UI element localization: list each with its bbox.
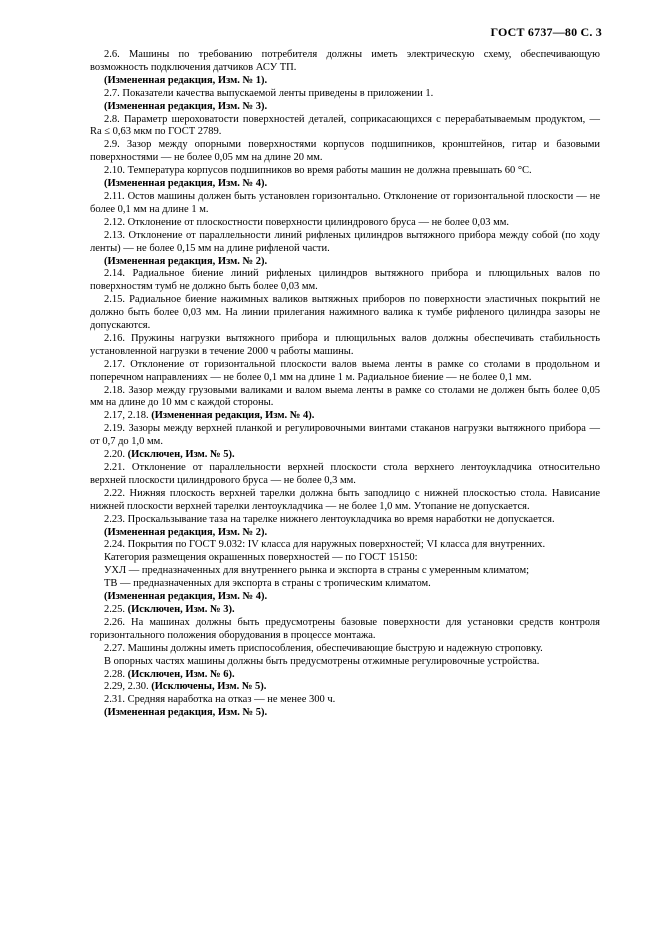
paragraph: 2.19. Зазоры между верхней планкой и регулировочными винтами стаканов нагрузки вытяжного прибора — от 0,7 до 1,0 мм. xyxy=(90,423,600,448)
paragraph: 2.8. Параметр шероховатости поверхностей деталей, соприкасающихся с перерабатываемым продуктом, — Ra ≤ 0,63 мкм по ГОСТ 2789. xyxy=(90,113,600,138)
paragraph: 2.13. Отклонение от параллельности линий рифленых цилиндров вытяжного прибора между собой (по ходу ленты) — не более 0,15 мм на длине рифленой части. xyxy=(90,229,600,254)
amendment-note: (Измененная редакция, Изм. № 1). xyxy=(104,74,268,86)
amendment-note: (Измененная редакция, Изм. № 4). xyxy=(104,591,268,603)
paragraph: 2.15. Радиальное биение нажимных валиков вытяжных приборов по поверхности эластичных покрытий не должно быть более 0,03 мм. На линии прилегания нажимного валика к тумбе рифленого цилиндра зазоры не допускаются. xyxy=(90,294,600,332)
amendment-note: (Измененная редакция, Изм. № 2). xyxy=(104,255,268,267)
paragraph: 2.9. Зазор между опорными поверхностями корпусов подшипников, кронштейнов, гитар и базовыми поверхностями — не более 0,05 мм на длине 20 мм. xyxy=(90,139,600,164)
paragraph: 2.31. Средняя наработка на отказ — не менее 300 ч. xyxy=(104,694,336,706)
paragraph: 2.10. Температура корпусов подшипников во время работы машин не должна превышать 60 °С. xyxy=(104,165,532,177)
paragraph: 2.29, 2.30. (Исключены, Изм. № 5). xyxy=(104,681,267,693)
paragraph: 2.16. Пружины нагрузки вытяжного прибора и плющильных валов должны обеспечивать стабильность установленной нагрузки в течение 2000 ч работы машины. xyxy=(90,332,600,357)
paragraph: 2.20. (Исключен, Изм. № 5). xyxy=(104,449,235,461)
paragraph: ТВ — предназначенных для экспорта в страны с тропическим климатом. xyxy=(104,578,431,590)
amendment-note: (Измененная редакция, Изм. № 3). xyxy=(104,100,268,112)
paragraph: 2.17. Отклонение от горизонтальной плоскости валов выема ленты в рамке со столами в продольном и поперечном направлениях — не более 0,1 мм на длине 1 м. Радиальное биение — не более 0,1 мм. xyxy=(90,358,600,383)
paragraph: В опорных частях машины должны быть предусмотрены отжимные регулировочные устройства. xyxy=(104,655,540,667)
paragraph: 2.6. Машины по требованию потребителя должны иметь электрическую схему, обеспечивающую возможность подключения датчиков АСУ ТП. xyxy=(90,49,600,73)
paragraph: 2.22. Нижняя плоскость верхней тарелки должна быть заподлицо с нижней плоскостью стола. Нависание нижней плоскости верхней тарелки лентоукладчика — не более 1,0 мм. Утопание не допускается. xyxy=(90,487,600,512)
paragraph: 2.7. Показатели качества выпускаемой ленты приведены в приложении 1. xyxy=(104,87,434,99)
paragraph: 2.27. Машины должны иметь приспособления, обеспечивающие быструю и надежную строповку. xyxy=(104,642,543,654)
paragraph: 2.26. На машинах должны быть предусмотрены базовые поверхности для установки средств контроля горизонтального положения оборудования в процессе монтажа. xyxy=(90,616,600,641)
paragraph: 2.12. Отклонение от плоскостности поверхности цилиндрового бруса — не более 0,03 мм. xyxy=(104,216,510,228)
paragraph: 2.23. Проскальзывание таза на тарелке нижнего лентоукладчика во время наработки не допускается. xyxy=(104,513,555,525)
paragraph: Категория размещения окрашенных поверхностей — по ГОСТ 15150: xyxy=(104,552,418,564)
amendment-note: (Измененная редакция, Изм. № 2). xyxy=(104,526,268,538)
paragraph: 2.25. (Исключен, Изм. № 3). xyxy=(104,603,235,615)
paragraph: 2.28. (Исключен, Изм. № 6). xyxy=(104,668,235,680)
paragraph: 2.24. Покрытия по ГОСТ 9.032: IV класса для наружных поверхностей; VI класса для внутренних. xyxy=(104,539,546,551)
document-body xyxy=(90,49,600,720)
amendment-note: (Измененная редакция, Изм. № 4). xyxy=(104,178,268,190)
paragraph: 2.11. Остов машины должен быть установлен горизонтально. Отклонение от горизонтальной плоскости — не более 0,1 мм на длине 1 м. xyxy=(90,190,600,215)
paragraph: 2.18. Зазор между грузовыми валиками и валом выема ленты в рамке со столами не должен быть более 0,05 мм на длине до 10 мм с каждой стороны. xyxy=(90,384,600,409)
paragraph: 2.21. Отклонение от параллельности верхней плоскости стола верхнего лентоукладчика относительно верхней плоскости цилиндрового бруса — не более 0,3 мм. xyxy=(90,462,600,486)
page-header: ГОСТ 6737—80 С. 3 xyxy=(490,25,602,39)
paragraph: 2.17, 2.18. (Измененная редакция, Изм. № 4). xyxy=(104,410,315,422)
paragraph: УХЛ — предназначенных для внутреннего рынка и экспорта в страны с умеренным климатом; xyxy=(104,565,530,577)
paragraph: 2.14. Радиальное биение линий рифленых цилиндров вытяжного прибора и плющильных валов по поверхностям тумб не должно быть более 0,03 мм. xyxy=(90,268,600,293)
amendment-note: (Измененная редакция, Изм. № 5). xyxy=(104,707,268,719)
